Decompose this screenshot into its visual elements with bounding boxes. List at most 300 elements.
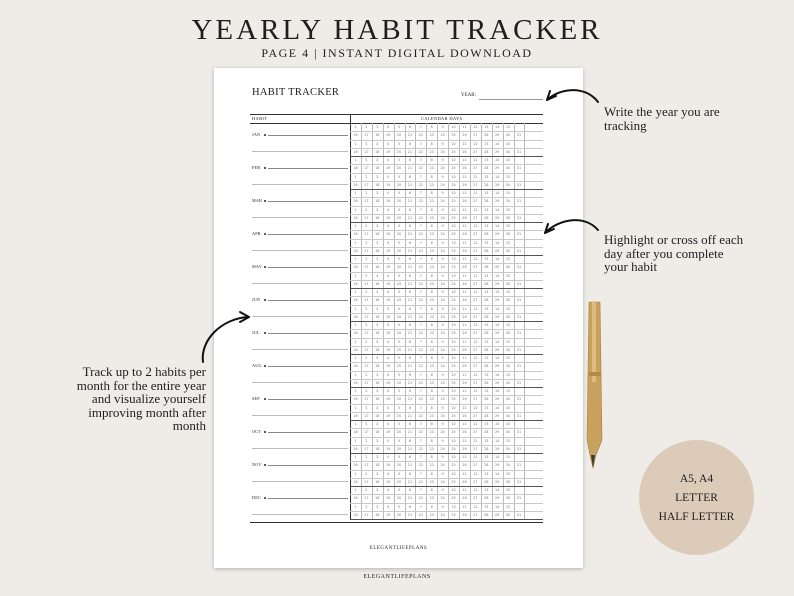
day-cell[interactable]: 1 (354, 240, 357, 245)
day-cell[interactable]: 13 (484, 158, 489, 162)
day-cell[interactable]: 18 (375, 496, 380, 501)
day-cell[interactable]: 7 (419, 339, 422, 344)
day-cell[interactable]: 21 (407, 512, 413, 517)
day-cell[interactable]: 27 (473, 479, 478, 484)
day-cell[interactable]: 18 (375, 364, 380, 369)
day-cell[interactable]: 29 (494, 166, 500, 171)
day-cell[interactable]: 7 (419, 290, 422, 294)
day-cell[interactable]: 23 (429, 364, 434, 369)
day-cell[interactable]: 21 (407, 380, 413, 385)
day-cell[interactable]: 22 (418, 413, 423, 418)
day-cell[interactable]: 13 (484, 389, 489, 393)
day-cell[interactable]: 25 (451, 166, 456, 171)
day-cell[interactable]: 10 (451, 306, 456, 311)
day-cell[interactable]: 28 (484, 446, 489, 451)
day-cell[interactable]: 16 (353, 496, 358, 501)
day-cell[interactable]: 19 (385, 298, 391, 303)
day-cell[interactable]: 24 (440, 512, 445, 517)
day-cell[interactable]: 20 (396, 380, 402, 385)
day-cell[interactable]: 7 (419, 422, 422, 426)
day-cell[interactable]: 31 (516, 215, 522, 220)
day-cell[interactable]: 22 (418, 479, 423, 484)
day-cell[interactable]: 17 (364, 182, 369, 187)
day-cell[interactable]: 28 (484, 331, 489, 336)
day-cell[interactable]: 11 (462, 405, 467, 410)
day-cell[interactable]: 12 (473, 422, 478, 426)
day-cell[interactable]: 10 (451, 207, 456, 212)
day-cell[interactable]: 23 (429, 166, 434, 171)
day-cell[interactable]: 6 (408, 273, 412, 278)
day-cell[interactable]: 1 (354, 273, 357, 278)
day-cell[interactable]: 22 (418, 463, 423, 468)
day-cell[interactable]: 16 (353, 314, 358, 319)
day-cell[interactable]: 23 (429, 479, 434, 484)
day-cell[interactable]: 10 (451, 191, 456, 195)
day-cell[interactable]: 23 (429, 149, 434, 154)
day-cell[interactable]: 27 (473, 397, 478, 402)
day-cell[interactable]: 3 (376, 438, 379, 443)
day-cell[interactable]: 17 (364, 166, 369, 171)
day-cell[interactable]: 9 (441, 125, 444, 129)
day-cell[interactable]: 15 (505, 455, 511, 459)
day-cell[interactable]: 12 (473, 207, 478, 212)
day-cell[interactable]: 15 (505, 372, 511, 377)
day-cell[interactable]: 31 (516, 182, 522, 187)
day-cell[interactable]: 30 (505, 446, 511, 451)
day-cell[interactable]: 16 (353, 248, 358, 253)
day-cell[interactable]: 22 (418, 298, 423, 303)
day-cell[interactable]: 4 (387, 356, 390, 360)
day-cell[interactable]: 17 (364, 347, 369, 352)
day-cell[interactable]: 17 (364, 397, 369, 402)
day-cell[interactable]: 29 (494, 463, 500, 468)
day-cell[interactable]: 31 (516, 364, 522, 369)
day-cell[interactable]: 11 (462, 290, 467, 294)
day-cell[interactable]: 31 (516, 446, 522, 451)
day-cell[interactable]: 25 (451, 496, 456, 501)
day-cell[interactable]: 7 (419, 240, 422, 245)
day-cell[interactable]: 15 (505, 273, 511, 278)
day-cell[interactable]: 16 (353, 331, 358, 336)
day-cell[interactable]: 30 (505, 413, 511, 418)
day-cell[interactable]: 22 (418, 430, 423, 435)
day-cell[interactable]: 3 (376, 125, 379, 129)
day-cell[interactable]: 10 (451, 224, 456, 228)
day-cell[interactable]: 26 (462, 215, 467, 220)
day-cell[interactable]: 31 (516, 149, 522, 154)
day-cell[interactable]: 7 (419, 158, 422, 162)
day-cell[interactable]: 5 (397, 405, 401, 410)
day-cell[interactable]: 20 (396, 496, 402, 501)
day-cell[interactable]: 1 (354, 471, 357, 476)
day-cell[interactable]: 10 (451, 488, 456, 492)
day-cell[interactable]: 27 (473, 166, 478, 171)
day-cell[interactable]: 1 (354, 438, 357, 443)
day-cell[interactable]: 8 (430, 158, 433, 162)
day-cell[interactable]: 31 (516, 347, 522, 352)
day-cell[interactable]: 4 (387, 240, 390, 245)
day-cell[interactable]: 9 (441, 306, 444, 311)
day-cell[interactable]: 27 (473, 430, 478, 435)
day-cell[interactable]: 6 (408, 372, 412, 377)
day-cell[interactable]: 24 (440, 397, 445, 402)
day-cell[interactable]: 3 (376, 455, 379, 459)
day-cell[interactable]: 15 (505, 504, 511, 509)
day-cell[interactable]: 26 (462, 281, 467, 286)
day-cell[interactable]: 1 (354, 125, 357, 129)
day-cell[interactable]: 13 (484, 438, 489, 443)
day-cell[interactable]: 1 (354, 405, 357, 410)
day-cell[interactable]: 2 (365, 389, 368, 393)
day-cell[interactable]: 30 (505, 479, 511, 484)
day-cell[interactable]: 31 (516, 512, 522, 517)
day-cell[interactable]: 15 (505, 224, 511, 228)
day-cell[interactable]: 6 (408, 438, 412, 443)
day-cell[interactable]: 19 (385, 232, 391, 237)
day-cell[interactable]: 2 (365, 488, 368, 492)
day-cell[interactable]: 18 (375, 413, 380, 418)
day-cell[interactable]: 24 (440, 380, 445, 385)
day-cell[interactable]: 5 (397, 389, 401, 393)
day-cell[interactable]: 12 (473, 323, 478, 327)
day-cell[interactable]: 18 (375, 232, 380, 237)
day-cell[interactable]: 28 (484, 463, 489, 468)
day-cell[interactable]: 14 (494, 273, 500, 278)
day-cell[interactable]: 22 (418, 166, 423, 171)
day-cell[interactable]: 14 (494, 471, 500, 476)
day-cell[interactable]: 4 (387, 290, 390, 294)
day-cell[interactable]: 19 (385, 281, 391, 286)
day-cell[interactable]: 27 (473, 232, 478, 237)
day-cell[interactable]: 23 (429, 496, 434, 501)
day-cell[interactable]: 17 (364, 314, 369, 319)
day-cell[interactable]: 9 (441, 455, 444, 459)
day-cell[interactable]: 11 (462, 174, 467, 179)
day-cell[interactable]: 14 (494, 323, 500, 327)
day-cell[interactable]: 18 (375, 248, 380, 253)
day-cell[interactable]: 9 (441, 191, 444, 195)
day-cell[interactable]: 21 (407, 413, 413, 418)
day-cell[interactable]: 7 (419, 389, 422, 393)
day-cell[interactable]: 12 (473, 306, 478, 311)
day-cell[interactable]: 8 (430, 290, 433, 294)
day-cell[interactable]: 18 (375, 265, 380, 270)
day-cell[interactable]: 1 (354, 504, 357, 509)
day-cell[interactable]: 19 (385, 133, 391, 138)
day-cell[interactable]: 15 (505, 174, 511, 179)
day-cell[interactable]: 12 (473, 504, 478, 509)
day-cell[interactable]: 19 (385, 446, 391, 451)
day-cell[interactable]: 26 (462, 479, 467, 484)
day-cell[interactable]: 15 (505, 141, 511, 146)
day-cell[interactable]: 13 (484, 290, 489, 294)
day-cell[interactable]: 28 (484, 397, 489, 402)
day-cell[interactable]: 11 (462, 504, 467, 509)
day-cell[interactable]: 10 (451, 323, 456, 327)
day-cell[interactable]: 31 (516, 199, 522, 204)
day-cell[interactable]: 30 (505, 281, 511, 286)
day-cell[interactable]: 13 (484, 174, 489, 179)
day-cell[interactable]: 2 (365, 339, 368, 344)
day-cell[interactable]: 6 (408, 158, 412, 162)
day-cell[interactable]: 14 (494, 504, 500, 509)
day-cell[interactable]: 2 (365, 306, 368, 311)
day-cell[interactable]: 29 (494, 281, 500, 286)
day-cell[interactable]: 17 (364, 512, 369, 517)
day-cell[interactable]: 30 (505, 215, 511, 220)
day-cell[interactable]: 22 (418, 265, 423, 270)
day-cell[interactable]: 3 (376, 405, 379, 410)
day-cell[interactable]: 20 (396, 397, 402, 402)
day-cell[interactable]: 16 (353, 149, 358, 154)
day-cell[interactable]: 8 (430, 372, 433, 377)
day-cell[interactable]: 18 (375, 199, 380, 204)
day-cell[interactable]: 4 (387, 405, 390, 410)
day-cell[interactable]: 21 (407, 281, 413, 286)
day-cell[interactable]: 15 (505, 356, 511, 360)
day-cell[interactable]: 6 (408, 207, 412, 212)
day-cell[interactable]: 1 (354, 389, 357, 393)
day-cell[interactable]: 27 (473, 215, 478, 220)
day-cell[interactable]: 21 (407, 182, 413, 187)
day-cell[interactable]: 27 (473, 133, 478, 138)
day-cell[interactable]: 12 (473, 405, 478, 410)
day-cell[interactable]: 7 (419, 125, 422, 129)
day-cell[interactable]: 9 (441, 422, 444, 426)
day-cell[interactable]: 22 (418, 149, 423, 154)
day-cell[interactable]: 27 (473, 248, 478, 253)
day-cell[interactable]: 10 (451, 240, 456, 245)
day-cell[interactable]: 1 (354, 488, 357, 492)
day-cell[interactable]: 5 (397, 191, 401, 195)
day-cell[interactable]: 19 (385, 463, 391, 468)
day-cell[interactable]: 17 (364, 496, 369, 501)
day-cell[interactable]: 5 (397, 372, 401, 377)
day-cell[interactable]: 26 (462, 364, 467, 369)
day-cell[interactable]: 18 (375, 380, 380, 385)
day-cell[interactable]: 25 (451, 347, 456, 352)
day-cell[interactable]: 25 (451, 463, 456, 468)
day-cell[interactable]: 23 (429, 248, 434, 253)
day-cell[interactable]: 2 (365, 273, 368, 278)
day-cell[interactable]: 26 (462, 397, 467, 402)
day-cell[interactable]: 10 (451, 257, 456, 261)
day-cell[interactable]: 10 (451, 422, 456, 426)
day-cell[interactable]: 6 (408, 240, 412, 245)
day-cell[interactable]: 10 (451, 174, 456, 179)
day-cell[interactable]: 4 (387, 306, 390, 311)
day-cell[interactable]: 2 (365, 356, 368, 360)
day-cell[interactable]: 8 (430, 339, 433, 344)
day-cell[interactable]: 7 (419, 191, 422, 195)
day-cell[interactable]: 5 (397, 422, 401, 426)
day-cell[interactable]: 15 (505, 306, 511, 311)
day-cell[interactable]: 17 (364, 463, 369, 468)
day-cell[interactable]: 9 (441, 339, 444, 344)
day-cell[interactable]: 7 (419, 438, 422, 443)
day-cell[interactable]: 26 (462, 149, 467, 154)
day-cell[interactable]: 26 (462, 430, 467, 435)
day-cell[interactable]: 30 (505, 430, 511, 435)
day-cell[interactable]: 1 (354, 191, 357, 195)
day-cell[interactable]: 25 (451, 413, 456, 418)
day-cell[interactable]: 3 (376, 389, 379, 393)
day-cell[interactable]: 9 (441, 471, 444, 476)
day-cell[interactable]: 27 (473, 463, 478, 468)
day-cell[interactable]: 16 (353, 133, 358, 138)
day-cell[interactable]: 10 (451, 504, 456, 509)
day-cell[interactable]: 25 (451, 248, 456, 253)
day-cell[interactable]: 3 (376, 224, 379, 228)
day-cell[interactable]: 14 (494, 389, 500, 393)
day-cell[interactable]: 26 (462, 166, 467, 171)
day-cell[interactable]: 1 (354, 141, 357, 146)
day-cell[interactable]: 14 (494, 422, 500, 426)
day-cell[interactable]: 3 (376, 356, 379, 360)
day-cell[interactable]: 16 (353, 446, 358, 451)
day-cell[interactable]: 26 (462, 380, 467, 385)
day-cell[interactable]: 22 (418, 314, 423, 319)
day-cell[interactable]: 27 (473, 446, 478, 451)
day-cell[interactable]: 10 (451, 290, 456, 294)
day-cell[interactable]: 19 (385, 248, 391, 253)
day-cell[interactable]: 24 (440, 149, 445, 154)
day-cell[interactable]: 12 (473, 339, 478, 344)
day-cell[interactable]: 8 (430, 356, 433, 360)
day-cell[interactable]: 14 (494, 488, 500, 492)
day-cell[interactable]: 23 (429, 281, 434, 286)
day-cell[interactable]: 15 (505, 422, 511, 426)
day-cell[interactable]: 4 (387, 125, 390, 129)
day-cell[interactable]: 3 (376, 240, 379, 245)
day-cell[interactable]: 30 (505, 397, 511, 402)
day-cell[interactable]: 26 (462, 248, 467, 253)
day-cell[interactable]: 24 (440, 314, 445, 319)
day-cell[interactable]: 7 (419, 488, 422, 492)
day-cell[interactable]: 22 (418, 215, 423, 220)
day-cell[interactable]: 17 (364, 248, 369, 253)
day-cell[interactable]: 4 (387, 339, 390, 344)
day-cell[interactable]: 31 (516, 413, 522, 418)
day-cell[interactable]: 11 (462, 158, 467, 162)
day-cell[interactable]: 15 (505, 158, 511, 162)
day-cell[interactable]: 16 (353, 199, 358, 204)
day-cell[interactable]: 30 (505, 496, 511, 501)
day-cell[interactable]: 9 (441, 141, 444, 146)
day-cell[interactable]: 24 (440, 248, 445, 253)
day-cell[interactable]: 19 (385, 380, 391, 385)
day-cell[interactable]: 12 (473, 174, 478, 179)
day-cell[interactable]: 6 (408, 504, 412, 509)
day-cell[interactable]: 12 (473, 257, 478, 261)
day-cell[interactable]: 16 (353, 265, 358, 270)
day-cell[interactable]: 7 (419, 455, 422, 459)
day-cell[interactable]: 16 (353, 413, 358, 418)
day-cell[interactable]: 24 (440, 232, 445, 237)
day-cell[interactable]: 26 (462, 232, 467, 237)
day-cell[interactable]: 4 (387, 207, 390, 212)
day-cell[interactable]: 13 (484, 455, 489, 459)
day-cell[interactable]: 24 (440, 479, 445, 484)
day-cell[interactable]: 17 (364, 281, 369, 286)
day-cell[interactable]: 20 (396, 364, 402, 369)
day-cell[interactable]: 28 (484, 182, 489, 187)
day-cell[interactable]: 10 (451, 273, 456, 278)
day-cell[interactable]: 7 (419, 174, 422, 179)
day-cell[interactable]: 29 (494, 496, 500, 501)
day-cell[interactable]: 3 (376, 141, 379, 146)
day-cell[interactable]: 3 (376, 191, 379, 195)
day-cell[interactable]: 13 (484, 405, 489, 410)
day-cell[interactable]: 27 (473, 298, 478, 303)
day-cell[interactable]: 14 (494, 257, 500, 261)
day-cell[interactable]: 19 (385, 347, 391, 352)
day-cell[interactable]: 1 (354, 455, 357, 459)
day-cell[interactable]: 20 (396, 347, 402, 352)
day-cell[interactable]: 25 (451, 331, 456, 336)
day-cell[interactable]: 9 (441, 224, 444, 228)
day-cell[interactable]: 20 (396, 430, 402, 435)
day-cell[interactable]: 30 (505, 166, 511, 171)
day-cell[interactable]: 13 (484, 125, 489, 129)
day-cell[interactable]: 10 (451, 471, 456, 476)
day-cell[interactable]: 10 (451, 125, 456, 129)
day-cell[interactable]: 8 (430, 257, 433, 261)
day-cell[interactable]: 25 (451, 281, 456, 286)
day-cell[interactable]: 24 (440, 281, 445, 286)
day-cell[interactable]: 21 (407, 265, 413, 270)
day-cell[interactable]: 9 (441, 273, 444, 278)
day-cell[interactable]: 3 (376, 471, 379, 476)
day-cell[interactable]: 14 (494, 191, 500, 195)
day-cell[interactable]: 21 (407, 215, 413, 220)
day-cell[interactable]: 15 (505, 471, 511, 476)
day-cell[interactable]: 27 (473, 281, 478, 286)
day-cell[interactable]: 29 (494, 430, 500, 435)
day-cell[interactable]: 5 (397, 504, 401, 509)
day-cell[interactable]: 31 (516, 331, 522, 336)
day-cell[interactable]: 30 (505, 199, 511, 204)
day-cell[interactable]: 27 (473, 496, 478, 501)
day-cell[interactable]: 4 (387, 191, 390, 195)
day-cell[interactable]: 29 (494, 397, 500, 402)
day-cell[interactable]: 31 (516, 166, 522, 171)
day-cell[interactable]: 20 (396, 463, 402, 468)
day-cell[interactable]: 4 (387, 141, 390, 146)
day-cell[interactable]: 3 (376, 273, 379, 278)
day-cell[interactable]: 26 (462, 133, 467, 138)
day-cell[interactable]: 3 (376, 207, 379, 212)
day-cell[interactable]: 14 (494, 405, 500, 410)
day-cell[interactable]: 19 (385, 331, 391, 336)
day-cell[interactable]: 19 (385, 199, 391, 204)
day-cell[interactable]: 28 (484, 149, 489, 154)
day-cell[interactable]: 6 (408, 191, 412, 195)
day-cell[interactable]: 11 (462, 471, 467, 476)
day-cell[interactable]: 13 (484, 224, 489, 228)
day-cell[interactable]: 22 (418, 281, 423, 286)
day-cell[interactable]: 29 (494, 133, 500, 138)
day-cell[interactable]: 20 (396, 479, 402, 484)
day-cell[interactable]: 9 (441, 372, 444, 377)
day-cell[interactable]: 8 (430, 422, 433, 426)
day-cell[interactable]: 26 (462, 446, 467, 451)
day-cell[interactable]: 5 (397, 224, 401, 228)
day-cell[interactable]: 23 (429, 314, 434, 319)
day-cell[interactable]: 2 (365, 158, 368, 162)
day-cell[interactable]: 31 (516, 248, 522, 253)
day-cell[interactable]: 20 (396, 182, 402, 187)
